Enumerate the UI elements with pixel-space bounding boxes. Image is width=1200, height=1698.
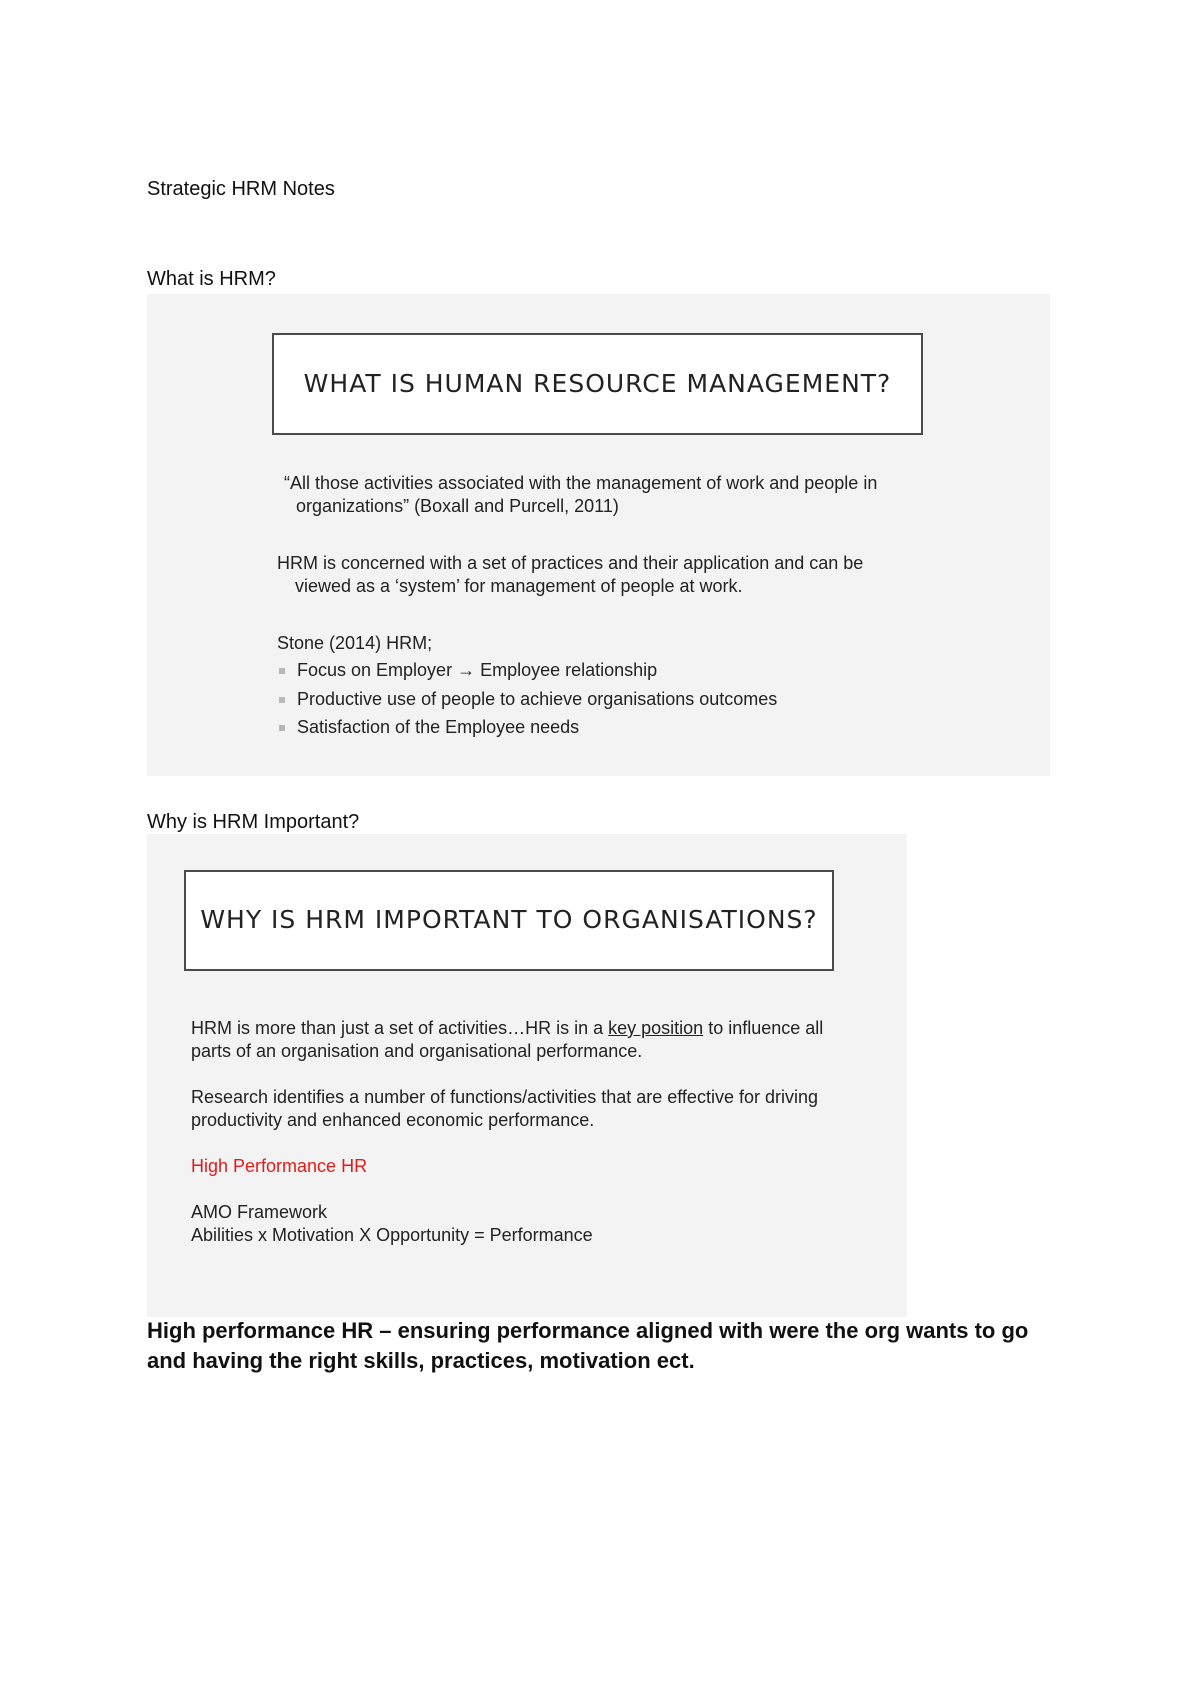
stone-hrm-bullet-list <box>277 660 777 746</box>
hrm-importance-paragraph <box>191 1017 836 1063</box>
section-heading-why-is-hrm-important: Why is HRM Important? <box>147 811 360 833</box>
amo-framework-formula: Abilities x Motivation X Opportunity = Performance <box>191 1225 593 1246</box>
paragraph-text-before-link: HRM is more than just a set of activities…HR is in a <box>191 1018 609 1038</box>
slide-title-box: WHY IS HRM IMPORTANT TO ORGANISATIONS? <box>184 870 834 971</box>
section-heading-what-is-hrm: What is HRM? <box>147 268 276 290</box>
hrm-definition-quote: “All those activities associated with the management of work and people in organizations” (Boxall and Purcell, 2011) <box>284 473 878 517</box>
amo-framework-heading: AMO Framework <box>191 1202 328 1222</box>
slide-title-box: WHAT IS HUMAN RESOURCE MANAGEMENT? <box>272 333 923 435</box>
key-position-link: key position <box>608 1018 704 1038</box>
document-title: Strategic HRM Notes <box>147 178 335 200</box>
bullet-item: Satisfaction of the Employee needs <box>277 717 777 739</box>
stone-heading: Stone (2014) HRM; <box>277 633 433 653</box>
hrm-concerned-paragraph <box>277 552 917 598</box>
amo-framework-block <box>191 1201 593 1247</box>
bullet-item: Focus on Employer → Employee relationship <box>277 660 777 682</box>
high-performance-hr-conclusion: High performance HR – ensuring performance aligned with were the org wants to go and having the right skills, practices, motivation ect. <box>147 1318 1029 1373</box>
paragraph-text-after-link: to influence all parts of an organisation and organisational performance. <box>191 1018 824 1062</box>
research-paragraph: Research identifies a number of functions/activities that are effective for driving productivity and enhanced economic performance. <box>191 1087 818 1131</box>
hrm-importance-slide-image <box>147 834 907 1317</box>
high-performance-hr-label: High Performance HR <box>191 1156 368 1176</box>
hrm-concerned-line-1: HRM is concerned with a set of practices and their application and can be <box>277 553 864 573</box>
hrm-concerned-line-2: viewed as a ‘system’ for management of people at work. <box>295 576 743 597</box>
bullet-item: Productive use of people to achieve organisations outcomes <box>277 689 777 711</box>
hrm-definition-slide-image <box>147 294 1050 776</box>
